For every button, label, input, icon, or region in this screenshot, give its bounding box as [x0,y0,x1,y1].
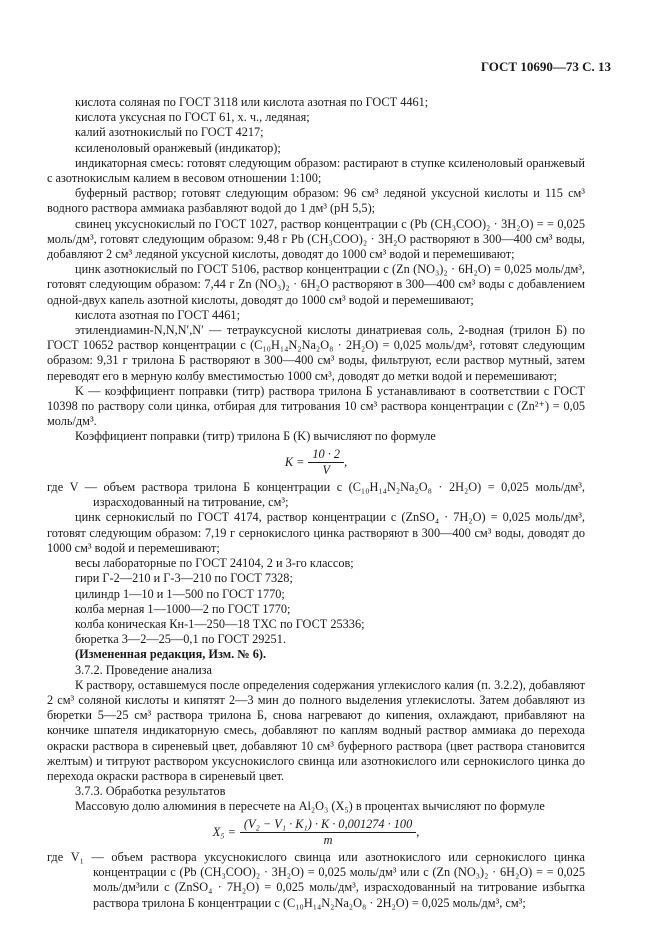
reagent-item: бюретка 3—2—25—0,1 по ГОСТ 29251. [75,632,286,647]
formula-k-denominator: V [322,462,330,477]
definition-v-lead: где V — [47,480,104,495]
formula-x5-fraction [240,817,416,848]
reagent-item: свинец уксуснокислый по ГОСТ 1027, раствор концентрации c (Pb (CH₃COO)₂ · 3H₂O) = = 0,025 моль/дм³, готовят следующим образом: 9,48 г Pb (CH₃COO)₂ · 3H₂O растворяют в 300—400 см³ воды, добавляют 2 см³ ледяной уксусной кислоты, доводят до 1000 см³ водой и перемешивают; [47,216,585,262]
analysis-paragraph: К раствору, оставшемуся после определения содержания углекислого калия (п. 3.2.2), добавляют 2 см³ соляной кислоты и кипятят 2—3 мин до полного выделения углекислоты. Затем добавляют из бюретки 5—25 см³ раствора трилона Б, снова нагревают до кипения, охлаждают, прибавляют на кончике шпателя индикаторную смесь, добавляют по каплям водный раствор аммиака до перехода окраски раствора в сиреневый цвет, добавляют 10 см³ буферного раствора (цвет раствора становится желтым) и титруют раствором уксуснокислого свинца или азотнокислого или сернокислого цинка до перехода окраски раствора в сиреневый цвет. [47,677,585,783]
formula-k-tail: , [344,454,348,469]
section-heading-373: 3.7.3. Обработка результатов [75,784,226,799]
formula-k-lhs: K = [284,454,305,469]
reagent-item: кислота соляная по ГОСТ 3118 или кислота азотная по ГОСТ 4461; [75,95,429,109]
reagent-item: весы лабораторные по ГОСТ 24104, 2 и 3-го классов; [75,556,354,571]
reagent-item: K — коэффициент поправки (титр) раствора трилона Б устанавливают в соответствии с ГОСТ 10398 по раствору соли цинка, отбирая для титрования 10 см³ раствора концентрации c (Zn²⁺) = 0,05 моль/дм³. [47,383,585,429]
formula-x5 [47,817,585,848]
reagent-item: колба мерная 1—1000—2 по ГОСТ 1770; [75,601,291,616]
reagent-item: колба коническая Кн-1—250—18 ТХС по ГОСТ 25336; [75,616,365,631]
document-body [47,95,585,911]
page-header: ГОСТ 10690—73 С. 13 [480,59,611,74]
reagent-item: кислота уксусная по ГОСТ 61, х. ч., ледяная; [75,110,310,125]
reagent-item: цинк азотнокислый по ГОСТ 5106, раствор концентрации c (Zn (NO₃)₂ · 6H₂O) = 0,025 моль/дм³, готовят следующим образом: 7,44 г Zn (NO₃)₂ · 6H₂O растворяют в 300—400 см³ воды с добавлением одной-двух капель азотной кислоты, доводят до 1000 см³ водой и перемешивают; [47,262,585,307]
formula-k-fraction [308,447,344,478]
formula-x5-tail: , [416,824,420,839]
reagent-item: этилендиамин-N,N,N′,N′ — тетрауксусной кислоты динатриевая соль, 2-водная (трилон Б) по ГОСТ 10652 раствор концентрации c (C₁₀H₁₄N₂Na₂O₈ · 2H₂O) = 0,025 моль/дм³, готовят следующим образом: 9,31 г трилона Б растворяют в 300—400 см³ воды, фильтруют, если раствор мутный, затем переводят его в мерную колбу вместимостью 1000 см³, доводят до метки водой и перемешивают; [47,323,585,383]
results-paragraph: Массовую долю алюминия в пересчете на Al₂O₃ (X₅) в процентах вычисляют по формуле [75,799,545,814]
reagent-item: индикаторная смесь: готовят следующим образом: растирают в ступке ксиленоловый оранжевый с азотнокислым калием в весовом отношении 1:100; [47,155,585,186]
definition-v1-text: объем раствора уксуснокислого свинца или азотнокислого или сернокислого цинка концентрации c (Pb (CH₃COO)₂ · 3H₂O) = 0,025 моль/дм³ или c (Zn (NO₃)₂ · 6H₂O) = = 0,025 моль/дм³или c (ZnSO₄ · 7H₂O) = 0,025 моль/дм³, израсходованный на титрование избытка раствора трилона Б концентрации c (C₁₀H₁₄N₂Na₂O₈ · 2H₂O) = 0,025 моль/дм³, см³; [93,849,585,910]
reagent-item: ксиленоловый оранжевый (индикатор); [75,140,281,155]
reagent-item: буферный раствор; готовят следующим образом: 96 см³ ледяной уксусной кислоты и 115 см³ водного раствора аммиака разбавляют водой до 1 дм³ (рН 5,5); [47,186,585,216]
formula-x5-denominator: m [323,832,333,847]
definition-v1-lead: где V₁ — [47,849,112,864]
amendment-note: (Измененная редакция, Изм. № 6). [75,647,267,662]
section-heading-372: 3.7.2. Проведение анализа [75,662,212,677]
formula-x5-lhs: X₅ = [212,824,236,839]
formula-k [47,447,585,478]
definition-v-text: объем раствора трилона Б концентрации c (C₁₀H₁₄N₂Na₂O₈ · 2H₂O) = 0,025 моль/дм³, израсходованный на титрование, см³; [93,480,585,510]
reagent-item: кислота азотная по ГОСТ 4461; [75,307,240,322]
reagent-item: цилиндр 1—10 и 1—500 по ГОСТ 1770; [75,586,285,601]
formula-k-numerator: 10 · 2 [308,447,344,463]
formula-x5-numerator: (V₂ − V₁ · K₁) · K · 0,001274 · 100 [240,817,416,833]
reagent-item: цинк сернокислый по ГОСТ 4174, раствор концентрации c (ZnSO₄ · 7H₂O) = 0,025 моль/дм³, готовят следующим образом: 7,19 г сернокислого цинка растворяют в 300—400 см³ воды, доводят до 1000 см³ водой и перемешивают; [47,510,585,555]
definition-v [47,480,585,510]
reagent-item: калий азотнокислый по ГОСТ 4217; [75,125,264,140]
definition-v1 [47,849,585,911]
formula-intro: Коэффициент поправки (титр) трилона Б (K) вычисляют по формуле [75,429,436,444]
reagent-item: гири Г-2—210 и Г-3—210 по ГОСТ 7328; [75,571,293,586]
